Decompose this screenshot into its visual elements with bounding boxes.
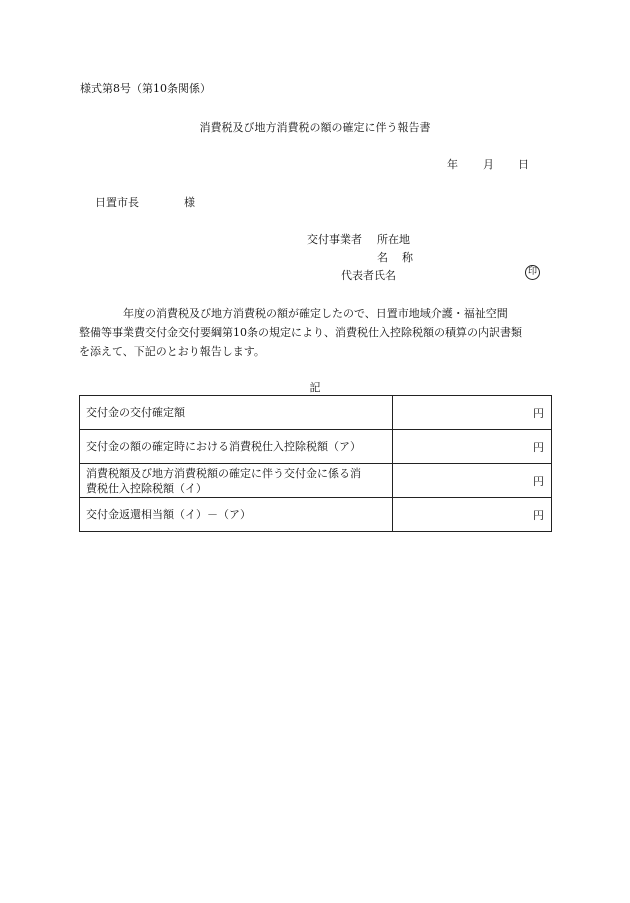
name-label [377,249,413,265]
row-amount-cell: 円 [393,464,552,498]
table-row [80,430,552,464]
body-line-1: 年度の消費税及び地方消費税の額が確定したので、日置市地域介護・福祉空間 [123,307,508,320]
table-row [80,396,552,430]
body-line-2: 整備等事業費交付金交付要綱第10条の規定により、消費税仕入控除税額の積算の内訳書類 [79,326,522,339]
seal-mark: 印 [525,265,540,280]
row-item-label: 交付金の額の確定時における消費税仕入控除税額（ア） [80,430,393,464]
applicant-label: 交付事業者 [307,233,362,246]
row-amount-cell: 円 [393,498,552,532]
name-label-part-2: 称 [402,251,413,264]
addressee-name: 日置市長 [95,196,139,209]
representative-name-label: 代表者氏名 [341,269,396,282]
table-row [80,464,552,498]
name-label-part-1: 名 [377,251,388,264]
addressee-honorific: 様 [184,196,195,209]
ki-heading: 記 [309,381,321,394]
date-day-label: 日 [518,158,529,171]
row-item-label: 交付金返還相当額（イ）－（ア） [80,498,393,532]
row-amount-cell: 円 [393,430,552,464]
row-item-label-line-2: 費税仕入控除税額（イ） [86,481,207,495]
row-item-label-line-1: 消費税額及び地方消費税額の確定に伴う交付金に係る消 [86,466,361,480]
document-title: 消費税及び地方消費税の額の確定に伴う報告書 [199,121,431,134]
date-year-label: 年 [447,158,458,171]
row-amount-cell: 円 [393,396,552,430]
row-item-label [80,464,393,498]
row-item-label: 交付金の交付確定額 [80,396,393,430]
body-paragraph [79,304,553,361]
location-label: 所在地 [377,233,410,246]
body-line-3: を添えて、下記のとおり報告します。 [79,345,265,358]
report-table [79,395,552,532]
table-row [80,498,552,532]
form-number: 様式第8号（第10条関係） [80,82,211,95]
date-month-label: 月 [483,158,494,171]
